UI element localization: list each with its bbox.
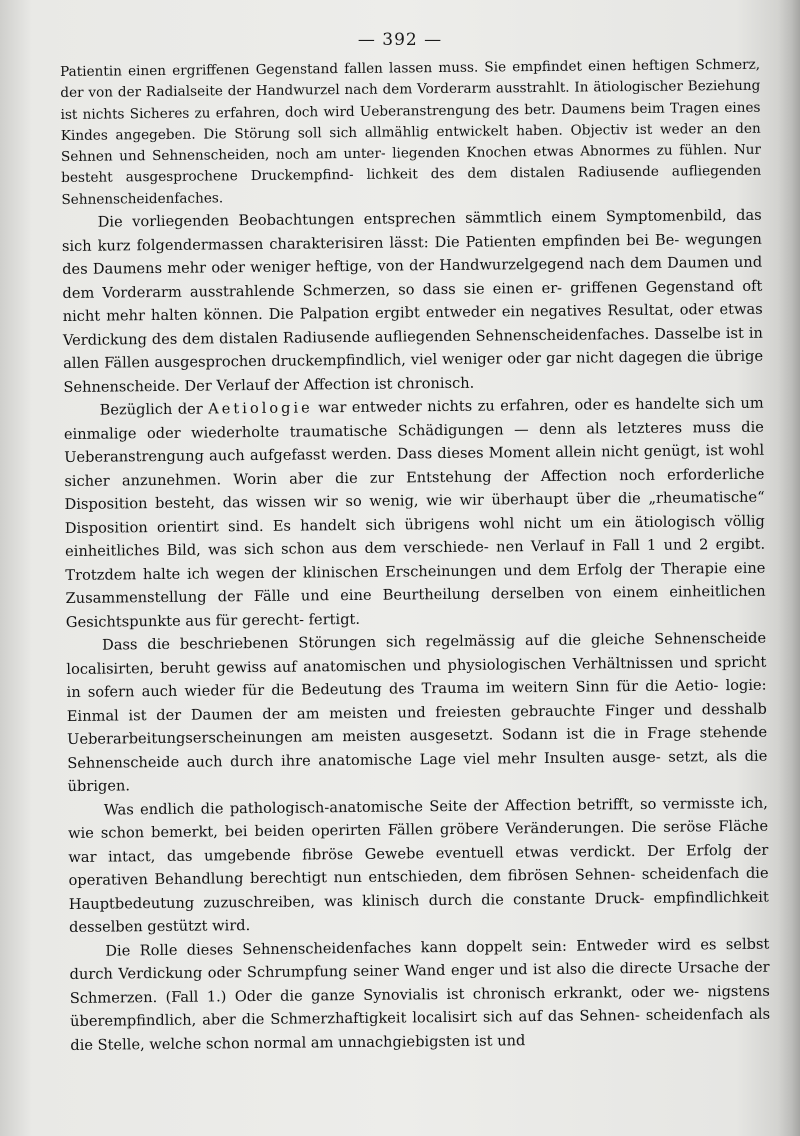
text-line: logie: Einmal ist der Daumen der am meisten und freiesten gebrauchte Finger und <box>66 676 767 725</box>
text-line: in sofern auch wieder für die Bedeutung des Trauma im weitern Sinn für die Aetio- <box>66 677 719 702</box>
text-line: scheidenfach als die Stelle, welche schon normal am unnachgiebigsten ist und <box>70 1005 771 1054</box>
text-line: Patientin einen ergriffenen Gegenstand fallen lassen muss. Sie empfindet einen heftigen <box>60 57 690 80</box>
text-line: seröse Fläche war intact, das umgebende fibröse Gewebe eventuell etwas verdickt. <box>68 817 769 866</box>
text-line: wegungen des Daumens mehr oder weniger heftige, von der Handwurzelgegend nach <box>62 230 762 279</box>
page-gutter-shadow <box>778 0 800 1136</box>
text-line: localisirten, beruht gewiss auf anatomischen und physiologischen Verhältnissen und spricht <box>66 653 767 678</box>
text-line: empfindlichkeit desselben gestützt wird. <box>68 888 769 937</box>
text-line: noch erforderliche Disposition besteht, das wissen wir so wenig, wie wir überhaupt <box>64 465 765 514</box>
text-line: fertigt. <box>308 610 361 629</box>
text-line: dem Daumen und dem Vorderarm ausstrahlende Schmerzen, so dass sie einen er- <box>62 253 763 302</box>
text-line: muss die Ueberanstrengung auch aufgefasst werden. Dass dieses Moment allein nicht <box>64 418 764 467</box>
paragraph-pathology <box>68 791 769 939</box>
text-line: Dass die beschriebenen Störungen sich regelmässig auf die gleiche Sehnenscheide <box>102 629 767 654</box>
text-line: nen Verlauf in Fall 1 und 2 ergibt. Trotzdem halte ich wegen der klinischen <box>65 535 766 584</box>
text-line: Der Erfolg der operativen Behandlung berechtigt nun entschieden, dem fibrösen Sehnen- <box>68 841 769 890</box>
text-line: sich um einmalige oder wiederholte traumatische Schädigungen — denn als letzteres <box>63 394 764 443</box>
text-line: setzt, als die übrigen. <box>67 747 768 796</box>
text-line: nigstens überempfindlich, aber die Schmerzhaftigkeit localisirt sich auf das Sehnen- <box>69 982 770 1031</box>
text-line: über die „rheumatische“ Disposition orientirt sind. Es handelt sich übrigens wohl <box>64 488 765 537</box>
text-line: liegenden Knochen etwas Abnormes zu fühlen. Nur besteht ausgesprochene Druckempfind- <box>61 141 762 187</box>
text-line: Schmerz, der von der Radialseite der Handwurzel nach dem Vorderarm ausstrahlt. In <box>60 56 761 102</box>
text-line: viel weniger oder gar nicht dagegen die übrige Sehnenscheide. Der Verlauf der <box>63 347 764 396</box>
text-line: Sehnenscheidenfaches. Dasselbe ist in allen Fällen ausgesprochen druckempfindlich, <box>63 324 763 373</box>
text-line: ich, wie schon bemerkt, bei beiden operirten Fällen gröbere Veränderungen. Die <box>67 794 768 843</box>
text-line: lichkeit des dem distalen Radiusende aufliegenden Sehnenscheidenfaches. <box>61 163 762 208</box>
text-line: desshalb Ueberarbeitungserscheinungen am meisten ausgesetzt. Sodann ist die in Frage <box>67 700 767 749</box>
paragraph-case-description <box>60 55 762 211</box>
text-line-lead: Bezüglich der <box>99 400 203 419</box>
text-line: genügt, ist wohl sicher anzunehmen. Worin aber die zur Entstehung der Affection <box>64 441 765 490</box>
paragraph-localisation <box>66 627 768 799</box>
paragraph-role <box>69 932 770 1057</box>
text-line: entwickelt haben. Objectiv ist weder an den Sehnen und Sehnenscheiden, noch am unter- <box>60 120 761 166</box>
text-line: das sich kurz folgendermassen charakterisiren lässt: Die Patienten empfinden bei Be- <box>61 206 762 255</box>
body-text <box>60 55 770 1057</box>
text-line: Erscheinungen und dem Erfolg der Therapie eine Zusammenstellung der Fälle und <box>65 559 766 608</box>
text-line: griffenen Gegenstand oft nicht mehr halten können. Die Palpation ergibt entweder ein <box>62 277 763 326</box>
text-line: betr. Daumens beim Tragen eines Kindes angegeben. Die Störung soll sich allmählig <box>60 99 761 144</box>
text-line: Was endlich die pathologisch-anatomische Seite der Affection betrifft, so vermisste <box>103 794 735 819</box>
text-line: eine Beurtheilung derselben von einem einheitlichen Gesichtspunkte aus für gerecht- <box>65 582 766 631</box>
text-line: Die Rolle dieses Sehnenscheidenfaches kann doppelt sein: Entweder wird es selbst <box>105 935 770 960</box>
paragraph-symptoms <box>62 204 764 399</box>
text-line: durch Verdickung oder Schrumpfung seiner Wand enger und ist also die directe Ursache <box>69 959 740 984</box>
text-line: der Schmerzen. (Fall 1.) Oder die ganze Synovialis ist chronisch erkrankt, oder we- <box>69 958 770 1007</box>
text-line: ätiologischer Beziehung ist nichts Sicheres zu erfahren, doch wird Ueberanstrengung des <box>60 77 761 123</box>
paragraph-aetiology <box>64 392 766 634</box>
text-line: war entweder nichts zu erfahren, oder es handelte <box>318 395 700 417</box>
text-line: nicht um ein ätiologisch völlig einheitliches Bild, was sich schon aus dem verschiede- <box>65 512 765 561</box>
page-number: — 392 — <box>357 30 443 50</box>
text-line: scheidenfach die Hauptbedeutung zuzuschreiben, was klinisch durch die constante Druck- <box>68 864 769 913</box>
text-line: Affection ist chronisch. <box>303 374 475 394</box>
emphasized-term: Aetiologie <box>208 399 313 418</box>
text-line: stehende Sehnenscheide auch durch ihre anatomische Lage viel mehr Insulten ausge- <box>67 723 768 772</box>
text-line: Die vorliegenden Beobachtungen entsprechen sämmtlich einem Symptomenbild, <box>97 207 727 231</box>
text-line: negatives Resultat, oder etwas Verdickung des dem distalen Radiusende aufliegenden <box>62 300 763 349</box>
